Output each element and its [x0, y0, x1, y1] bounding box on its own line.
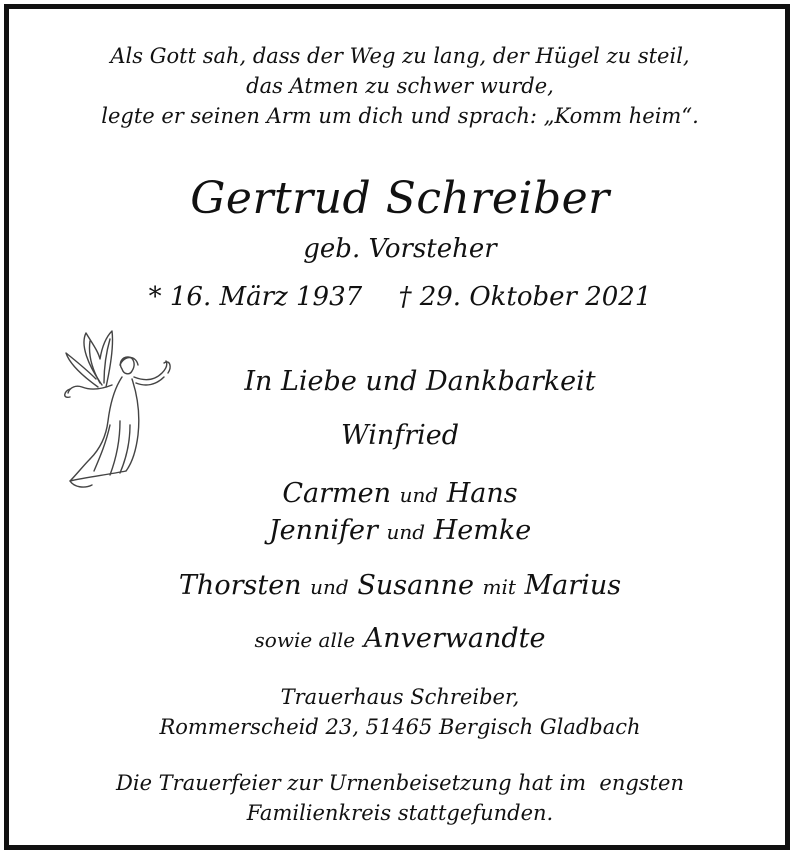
conjunction: und — [386, 520, 426, 544]
funeral-note — [0, 768, 800, 828]
family-member: Hemke — [433, 515, 532, 546]
address-line-1: Trauerhaus Schreiber, — [280, 685, 520, 709]
angel-icon — [40, 325, 180, 495]
mourning-address — [0, 682, 800, 742]
deceased-name: Gertrud Schreiber — [190, 173, 610, 224]
life-dates — [0, 280, 800, 314]
death-date: † 29. Oktober 2021 — [398, 282, 652, 312]
family-member: Thorsten — [178, 570, 302, 601]
family-member: Jennifer — [268, 515, 378, 546]
note-line-1: Die Trauerfeier zur Urnenbeisetzung hat im engsten — [116, 771, 684, 795]
family-line-5 — [0, 621, 800, 658]
poem-line-3: legte er seinen Arm um dich und sprach: „Komm heim“. — [101, 104, 699, 128]
family-member: Hans — [446, 478, 518, 509]
poem-line-1: Als Gott sah, dass der Weg zu lang, der Hügel zu steil, — [110, 44, 690, 68]
family-member: Marius — [524, 570, 622, 601]
family-member: Carmen — [282, 478, 391, 509]
poem-line-2: das Atmen zu schwer wurde, — [246, 74, 554, 98]
family-line-3 — [0, 513, 800, 550]
note-line-2: Familienkreis stattgefunden. — [246, 801, 554, 825]
relatives: Anverwandte — [363, 623, 546, 654]
conjunction: und — [399, 483, 439, 507]
conjunction: mit — [482, 575, 516, 599]
family-member: Susanne — [357, 570, 474, 601]
love-line: In Liebe und Dankbarkeit — [244, 366, 596, 397]
address-line-2: Rommerscheid 23, 51465 Bergisch Gladbach — [159, 715, 641, 739]
birth-date: * 16. März 1937 — [148, 282, 363, 312]
poem — [0, 41, 800, 131]
family-line-2 — [0, 476, 800, 513]
conjunction: und — [310, 575, 349, 599]
relatives-prefix: sowie alle — [254, 628, 356, 652]
family-line-1: Winfried — [340, 420, 460, 451]
family-line-4 — [0, 567, 800, 606]
maiden-name: geb. Vorsteher — [303, 234, 497, 264]
